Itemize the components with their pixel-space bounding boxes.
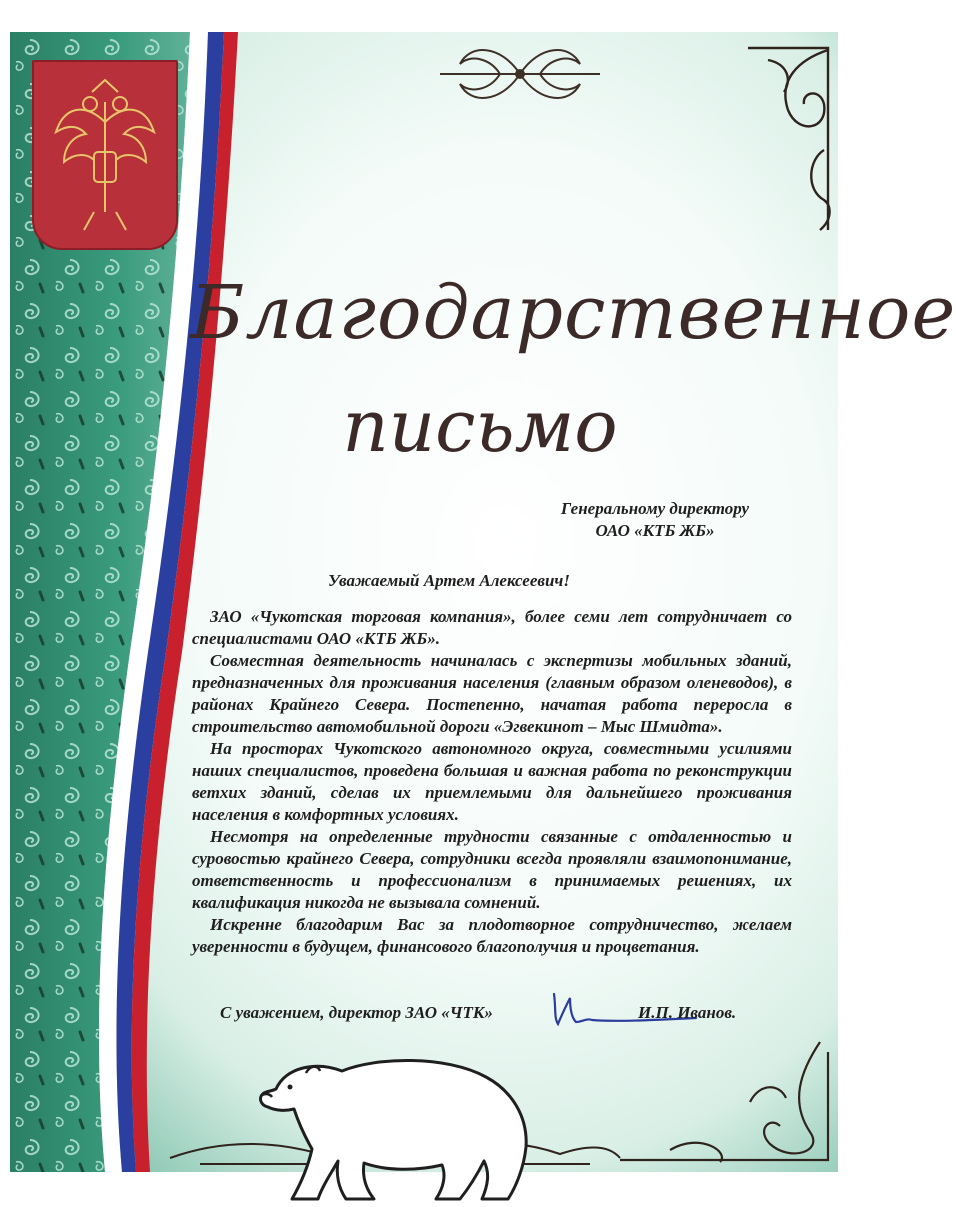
paragraph: Несмотря на определенные трудности связанные с отдаленностью и суровостью крайнего Севера, сотрудники всегда проявляли взаимопонимание, ответственность и профессионализм в принимаемых решениях, их квалификация никогда не вызывала сомнений. — [192, 827, 792, 912]
letter-body — [192, 606, 792, 958]
addressee-block — [510, 498, 800, 542]
polar-bear-icon — [246, 1037, 546, 1207]
certificate-title-line2: письмо — [342, 384, 618, 468]
paragraph: Искренне благодарим Вас за плодотворное сотрудничество, желаем уверенности в будущем, финансового благополучия и процветания. — [192, 915, 792, 956]
coat-of-arms — [32, 60, 178, 250]
certificate-sheet — [10, 32, 956, 1172]
corner-ornament-bottom-right — [610, 1032, 836, 1170]
signatory-name: И.П. Иванов. — [638, 1003, 737, 1022]
paragraph: На просторах Чукотского автономного округа, совместными усилиями наших специалистов, проведена большая и важная работа по реконструкции ветхих зданий, сделав их приемлемыми для дальнейшего проживания населения в комфортных условиях. — [192, 739, 792, 824]
addressee-position: Генеральному директору — [560, 499, 750, 518]
certificate-title-line1: Благодарственное — [190, 270, 956, 356]
paragraph: ЗАО «Чукотская торговая компания», более семи лет сотрудничает со специалистами ОАО «КТБ ЖБ». — [192, 607, 792, 648]
closing-text: С уважением, директор ЗАО «ЧТК» — [220, 1003, 493, 1022]
addressee-company: ОАО «КТБ ЖБ» — [595, 521, 715, 540]
paragraph: Совместная деятельность начиналась с экспертизы мобильных зданий, предназначенных для проживания населения (главным образом оленеводов), в районах Крайнего Севера. Постепенно, начатая работа переросла в строительство автомобильной дороги «Эгвекинот – Мыс Шмидта». — [192, 651, 792, 736]
top-ornament — [430, 34, 610, 114]
double-headed-eagle-icon — [34, 62, 176, 248]
corner-ornament-top-right — [728, 40, 836, 240]
salutation: Уважаемый Артем Алексеевич! — [328, 571, 570, 590]
